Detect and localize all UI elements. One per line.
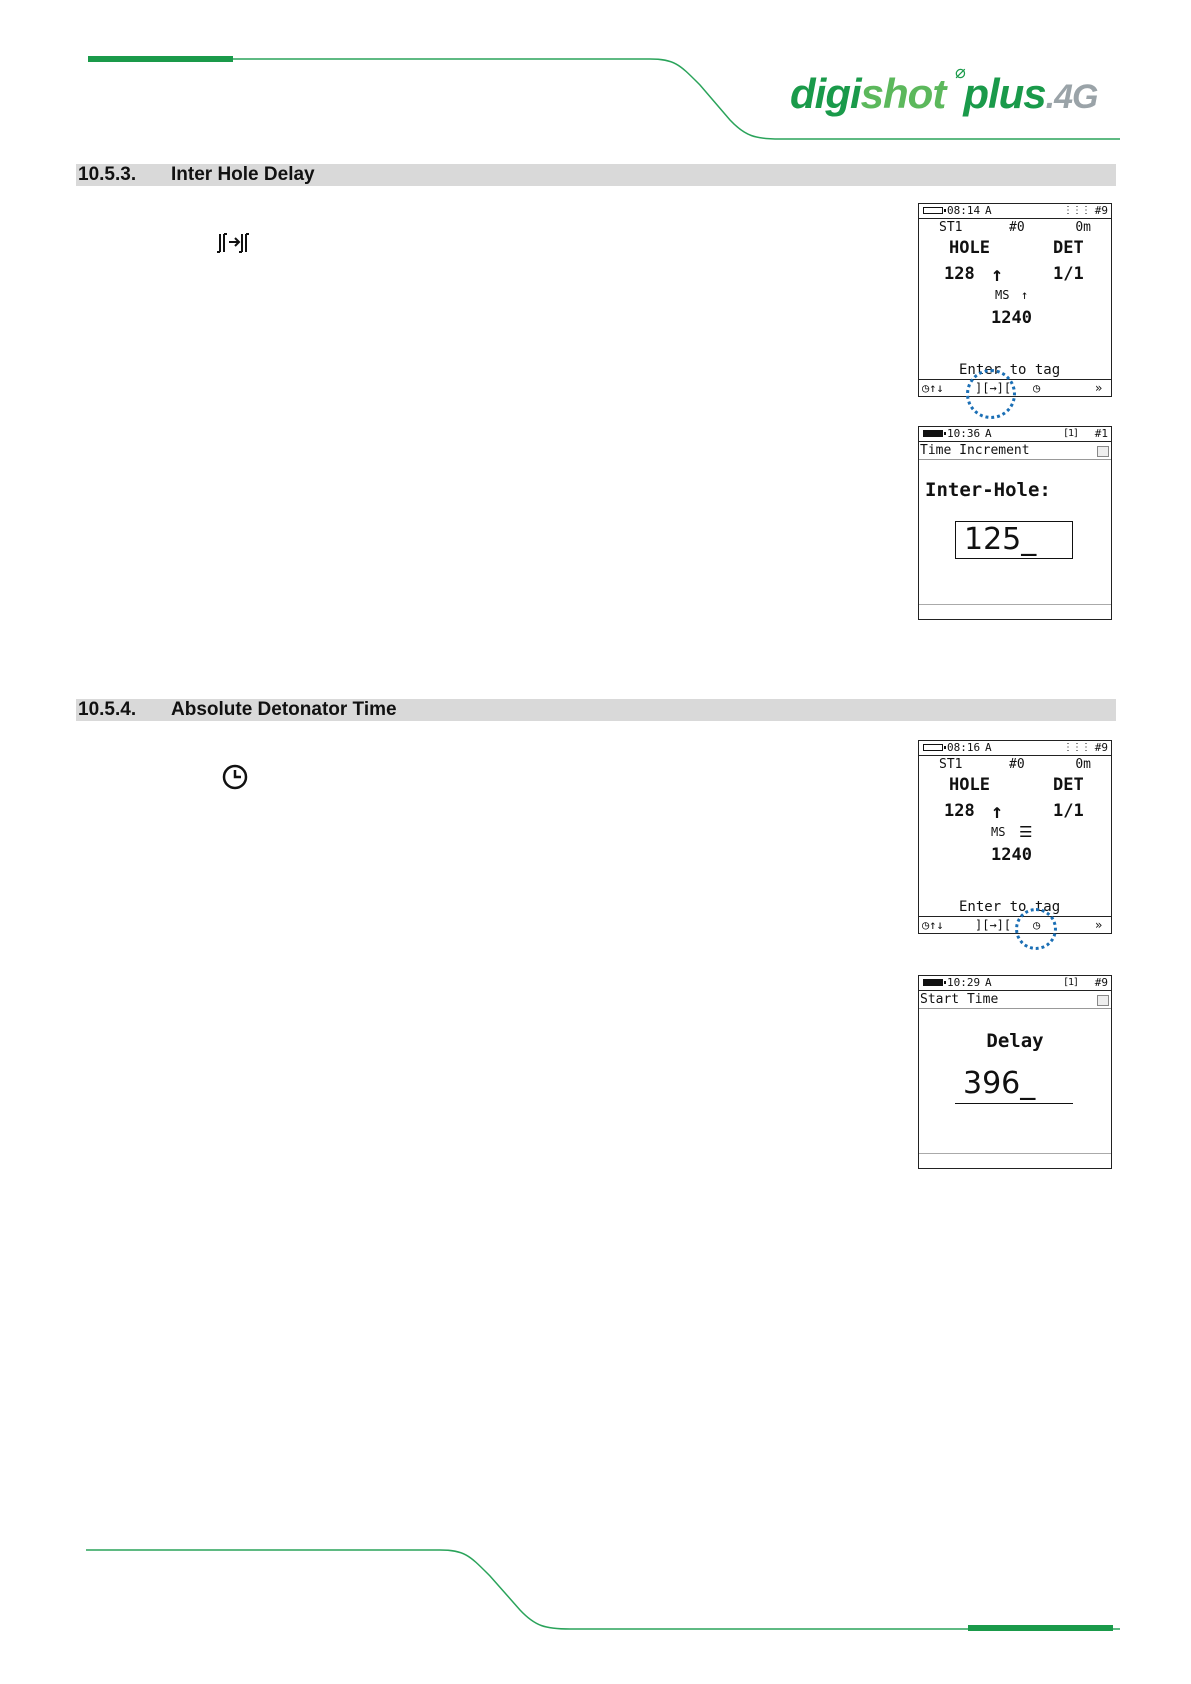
list-icon: ☰	[1019, 823, 1033, 841]
softkey-clock-up-down[interactable]: ◷↑↓	[922, 381, 944, 395]
ms-value: 1240	[991, 308, 1032, 328]
signal-icon: ⋮⋮⋮	[1063, 205, 1090, 216]
battery-icon	[923, 430, 943, 437]
brand-logo: digishot plus.4G	[790, 70, 1098, 117]
stage-label: ST1	[939, 220, 963, 235]
brand-mark: ⌀	[955, 62, 966, 82]
det-value: 1/1	[1053, 801, 1084, 821]
hole-label: HOLE	[949, 238, 990, 258]
divider	[919, 1153, 1111, 1154]
inter-hole-delay-icon	[216, 230, 256, 254]
delay-input[interactable]: 396_	[955, 1066, 1073, 1104]
mode-indicator: A	[985, 427, 992, 440]
section-title: Absolute Detonator Time	[171, 699, 397, 720]
field-label: Delay	[986, 1030, 1044, 1052]
section-number: 10.5.3.	[78, 164, 137, 185]
section-heading-absolute-detonator-time	[76, 699, 1116, 721]
device-tag-screen	[918, 203, 1112, 397]
highlight-circle	[966, 369, 1016, 419]
stage-label: ST1	[939, 757, 963, 772]
det-label: DET	[1053, 775, 1084, 795]
signal-icon: [1]	[1063, 428, 1079, 439]
status-bar	[919, 976, 1111, 991]
section-title: Inter Hole Delay	[171, 164, 315, 185]
index-label: #0	[1009, 220, 1025, 235]
det-value: 1/1	[1053, 264, 1084, 284]
clock-time: 10:29	[947, 976, 981, 989]
corner-icon	[1097, 995, 1109, 1006]
field-label: Inter-Hole:	[925, 479, 1051, 501]
clock-time: 08:16	[947, 741, 981, 754]
status-bar	[919, 204, 1111, 219]
footer-decoration	[0, 1540, 1191, 1640]
mode-indicator: A	[985, 741, 992, 754]
det-label: DET	[1053, 238, 1084, 258]
section-number: 10.5.4.	[78, 699, 137, 720]
divider	[919, 604, 1111, 605]
screen-title: Start Time	[919, 991, 1112, 1009]
softkey-clock-up-down[interactable]: ◷↑↓	[922, 918, 944, 932]
unit-number: #9	[1094, 976, 1108, 989]
battery-icon	[923, 979, 943, 986]
section-heading-inter-hole-delay	[76, 164, 1116, 186]
highlight-circle	[1015, 908, 1057, 950]
status-bar	[919, 741, 1111, 756]
device-edit-screen	[918, 426, 1112, 620]
clock-time: 10:36	[947, 427, 981, 440]
ms-value: 1240	[991, 845, 1032, 865]
hole-value: 128	[944, 264, 975, 284]
softkey-inter-hole[interactable]: ][→][	[975, 381, 1012, 395]
battery-icon	[923, 744, 943, 751]
arrow-up-icon: ↑	[1021, 288, 1029, 302]
mode-indicator: A	[985, 204, 992, 217]
signal-icon: [1]	[1063, 977, 1079, 988]
corner-icon	[1097, 446, 1109, 457]
distance-label: 0m	[1075, 757, 1091, 772]
arrow-up-icon: ↑	[991, 799, 1004, 823]
index-label: #0	[1009, 757, 1025, 772]
unit-number: #1	[1094, 427, 1108, 440]
softkey-more[interactable]: »	[1095, 381, 1103, 395]
arrow-up-icon: ↑	[991, 262, 1004, 286]
battery-icon	[923, 207, 943, 214]
enter-to-tag-hint: Enter to tag	[959, 899, 1061, 915]
signal-icon: ⋮⋮⋮	[1063, 742, 1090, 753]
softkey-more[interactable]: »	[1095, 918, 1103, 932]
softkey-inter-hole[interactable]: ][→][	[975, 918, 1012, 932]
softkey-clock[interactable]: ◷	[1033, 918, 1041, 932]
device-tag-screen	[918, 740, 1112, 934]
softkey-clock[interactable]: ◷	[1033, 381, 1041, 395]
mode-indicator: A	[985, 976, 992, 989]
ms-label: MS	[995, 288, 1010, 302]
hole-label: HOLE	[949, 775, 990, 795]
ms-label: MS	[991, 825, 1006, 839]
status-bar	[919, 427, 1111, 442]
enter-to-tag-hint: Enter to tag	[959, 362, 1061, 378]
unit-number: #9	[1094, 204, 1108, 217]
clock-icon	[219, 763, 251, 791]
clock-time: 08:14	[947, 204, 981, 217]
distance-label: 0m	[1075, 220, 1091, 235]
screen-title: Time Increment	[919, 442, 1112, 460]
unit-number: #9	[1094, 741, 1108, 754]
inter-hole-input[interactable]: 125_	[955, 521, 1073, 559]
hole-value: 128	[944, 801, 975, 821]
device-edit-screen	[918, 975, 1112, 1169]
